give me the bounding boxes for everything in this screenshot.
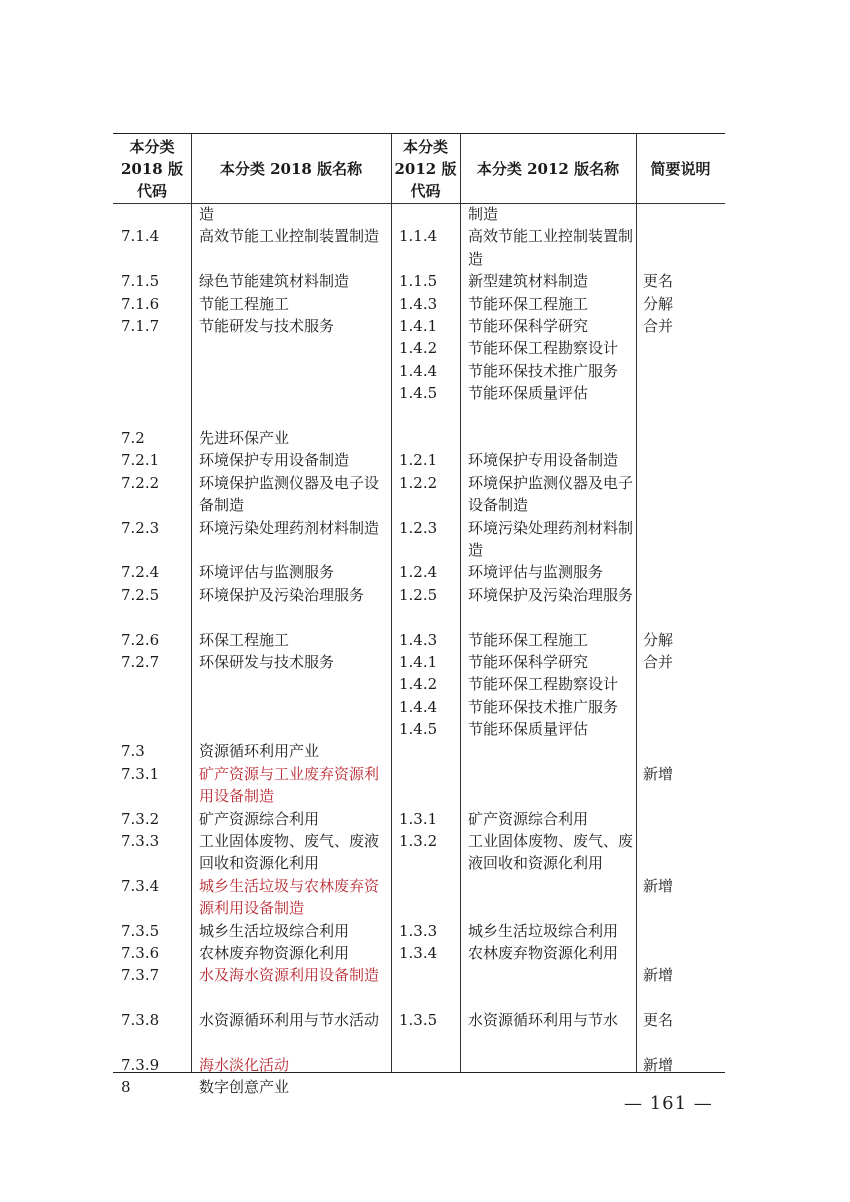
code-2012-cell: 1.2.2 [399, 473, 438, 492]
table-row [113, 920, 725, 942]
code-2018-cell: 7.2.1 [121, 451, 160, 470]
name-2018-cell: 环境保护及污染治理服务 [199, 585, 365, 604]
code-2018-cell: 7.3 [121, 742, 145, 761]
table-row [113, 293, 725, 315]
code-2018-cell: 7.1.6 [121, 294, 160, 313]
name-2012-cell: 节能环保科学研究 [468, 652, 589, 671]
code-2018-cell: 7.2.2 [121, 473, 160, 492]
name-2018-cell: 节能研发与技术服务 [199, 316, 335, 335]
code-2018-cell: 7.2.4 [121, 563, 160, 582]
table-body [113, 203, 725, 1099]
table-row [113, 1009, 725, 1054]
name-2018-cell: 城乡生活垃圾与农林废弃资源利用设备制造 [199, 876, 380, 918]
table-row [113, 696, 725, 718]
table-row [113, 472, 725, 517]
name-2012-cell: 环境保护监测仪器及电子设备制造 [468, 473, 634, 515]
header-code-2018-line: 本分类 [129, 137, 175, 156]
name-2012-cell: 环境保护及污染治理服务 [468, 585, 634, 604]
name-2012-cell: 高效节能工业控制装置制造 [468, 227, 634, 268]
name-2012-cell: 水资源循环利用与节水 [468, 1011, 619, 1030]
name-2012-cell: 节能环保技术推广服务 [468, 361, 619, 380]
code-2012-cell: 1.2.1 [399, 451, 438, 470]
name-2012-cell: 环境保护专用设备制造 [468, 451, 619, 470]
header-code-2012-line: 本分类 [402, 137, 448, 156]
code-2018-cell: 7.2.5 [121, 585, 160, 604]
header-code-2012-line: 2012 版 [394, 159, 457, 178]
note-cell: 新增 [643, 764, 674, 783]
code-2012-cell: 1.2.5 [399, 585, 438, 604]
name-2012-cell: 节能环保技术推广服务 [468, 697, 619, 716]
code-2012-cell: 1.4.4 [399, 697, 438, 716]
name-2012-cell: 节能环保质量评估 [468, 384, 589, 403]
name-2012-cell: 城乡生活垃圾综合利用 [468, 921, 619, 940]
name-2012-cell: 工业固体废物、废气、废液回收和资源化利用 [468, 832, 634, 873]
table-row [113, 964, 725, 1009]
code-2012-cell: 1.4.1 [399, 652, 438, 671]
code-2018-cell: 7.3.1 [121, 764, 160, 783]
note-cell: 新增 [643, 876, 674, 895]
note-cell: 合并 [643, 652, 674, 671]
note-cell: 更名 [643, 1011, 674, 1030]
name-2018-cell: 海水淡化活动 [199, 1056, 290, 1074]
table-row [113, 337, 725, 359]
code-2018-cell: 7.3.9 [121, 1056, 160, 1074]
header-name-2012-text: 本分类 2012 版名称 [476, 159, 620, 178]
code-2018-cell: 7.3.6 [121, 944, 160, 963]
header-note [636, 134, 725, 203]
page-number: — 161 — [624, 1093, 713, 1114]
code-2018-cell: 7.2.6 [121, 630, 160, 649]
table-row [113, 651, 725, 673]
name-2018-cell: 城乡生活垃圾综合利用 [199, 921, 350, 940]
table-row [113, 740, 725, 762]
name-2018-cell: 资源循环利用产业 [199, 742, 320, 761]
header-name-2018-text: 本分类 2018 版名称 [219, 159, 363, 178]
table-row [113, 808, 725, 830]
header-code-2018-line: 2018 版 [121, 159, 183, 178]
table-row [113, 203, 725, 225]
table-row [113, 942, 725, 964]
code-2018-cell: 7.3.2 [121, 809, 160, 828]
code-2018-cell: 7.3.4 [121, 876, 160, 895]
code-2018-cell: 7.2.3 [121, 518, 160, 537]
code-2018-cell: 8 [121, 1078, 131, 1097]
code-2012-cell: 1.4.5 [399, 384, 438, 403]
table-row [113, 561, 725, 583]
code-2012-cell: 1.4.4 [399, 361, 438, 380]
header-code-2012 [391, 134, 460, 203]
code-2018-cell: 7.3.5 [121, 921, 160, 940]
header-name-2012 [460, 134, 636, 203]
note-cell: 新增 [643, 966, 674, 985]
name-2018-cell: 先进环保产业 [199, 428, 290, 447]
code-2018-cell: 7.2.7 [121, 652, 160, 671]
code-2012-cell: 1.4.5 [399, 720, 438, 739]
code-2018-cell: 7.3.8 [121, 1011, 160, 1030]
header-code-2018 [113, 134, 191, 203]
name-2018-cell: 节能工程施工 [199, 294, 290, 313]
table-row [113, 270, 725, 292]
table-row [113, 449, 725, 471]
note-cell: 更名 [643, 272, 674, 291]
table-row [113, 382, 725, 404]
code-2018-cell: 7.1.4 [121, 227, 160, 246]
name-2018-cell: 环保工程施工 [199, 630, 290, 649]
code-2012-cell: 1.4.3 [399, 630, 438, 649]
name-2018-cell: 环境保护监测仪器及电子设备制造 [199, 473, 380, 515]
code-2018-cell: 7.2 [121, 428, 145, 447]
name-2012-cell: 节能环保质量评估 [468, 720, 589, 739]
name-2018-cell: 环境评估与监测服务 [199, 563, 335, 582]
name-2018-cell: 水资源循环利用与节水活动 [199, 1011, 380, 1030]
name-2018-cell: 环保研发与技术服务 [199, 652, 335, 671]
table-row [113, 517, 725, 562]
code-2012-cell: 1.4.1 [399, 316, 438, 335]
name-2012-cell: 农林废弃物资源化利用 [468, 944, 619, 963]
note-cell: 新增 [643, 1056, 674, 1074]
name-2018-cell: 矿产资源与工业废弃资源利用设备制造 [199, 764, 380, 806]
name-2018-cell: 矿产资源综合利用 [199, 809, 320, 828]
table-row [113, 875, 725, 920]
name-2012-cell: 节能环保工程施工 [468, 294, 589, 313]
name-2012-cell: 环境评估与监测服务 [468, 563, 604, 582]
table-row [113, 584, 725, 629]
table-row [113, 718, 725, 740]
header-note-text: 简要说明 [650, 159, 711, 178]
header-code-2018-line: 代码 [136, 181, 167, 200]
name-2018-cell: 水及海水资源利用设备制造 [199, 966, 380, 985]
code-2012-cell: 1.3.1 [399, 809, 438, 828]
table-row [113, 1054, 725, 1076]
code-2012-cell: 1.4.3 [399, 294, 438, 313]
note-cell: 分解 [643, 294, 674, 313]
name-2012-cell: 节能环保科学研究 [468, 316, 589, 335]
code-2012-cell: 1.3.5 [399, 1011, 438, 1030]
table-row [113, 629, 725, 651]
code-2012-cell: 1.4.2 [399, 339, 438, 358]
name-2018-cell: 工业固体废物、废气、废液回收和资源化利用 [199, 832, 380, 873]
name-2018-cell: 造 [199, 205, 215, 223]
table-row [113, 405, 725, 450]
code-2012-cell: 1.4.2 [399, 675, 438, 694]
note-cell: 分解 [643, 630, 674, 649]
name-2012-cell: 节能环保工程勘察设计 [468, 339, 619, 358]
header-code-2012-line: 代码 [410, 181, 441, 200]
name-2012-cell: 制造 [468, 205, 499, 223]
name-2018-cell: 高效节能工业控制装置制造 [199, 227, 380, 246]
code-2012-cell: 1.1.4 [399, 227, 438, 246]
code-2018-cell: 7.3.3 [121, 832, 160, 851]
header-name-2018 [191, 134, 391, 203]
name-2018-cell: 环境保护专用设备制造 [199, 451, 350, 470]
code-2018-cell: 7.1.7 [121, 316, 160, 335]
name-2012-cell: 节能环保工程施工 [468, 630, 589, 649]
name-2012-cell: 环境污染处理药剂材料制造 [468, 518, 634, 559]
name-2012-cell: 矿产资源综合利用 [468, 809, 589, 828]
table-row [113, 360, 725, 382]
table-row [113, 763, 725, 808]
code-2012-cell: 1.3.3 [399, 921, 438, 940]
name-2018-cell: 绿色节能建筑材料制造 [199, 272, 350, 291]
code-2018-cell: 7.3.7 [121, 966, 160, 985]
code-2012-cell: 1.2.4 [399, 563, 438, 582]
name-2018-cell: 数字创意产业 [199, 1078, 290, 1097]
name-2018-cell: 环境污染处理药剂材料制造 [199, 518, 380, 537]
code-2012-cell: 1.2.3 [399, 518, 438, 537]
name-2018-cell: 农林废弃物资源化利用 [199, 944, 350, 963]
code-2012-cell: 1.1.5 [399, 272, 438, 291]
code-2012-cell: 1.3.2 [399, 832, 438, 851]
note-cell: 合并 [643, 316, 674, 335]
table-row [113, 225, 725, 270]
table-row [113, 830, 725, 875]
table-row [113, 315, 725, 337]
classification-table [113, 133, 725, 1097]
name-2012-cell: 节能环保工程勘察设计 [468, 675, 619, 694]
code-2018-cell: 7.1.5 [121, 272, 160, 291]
table-row [113, 673, 725, 695]
code-2012-cell: 1.3.4 [399, 944, 438, 963]
name-2012-cell: 新型建筑材料制造 [468, 272, 589, 291]
